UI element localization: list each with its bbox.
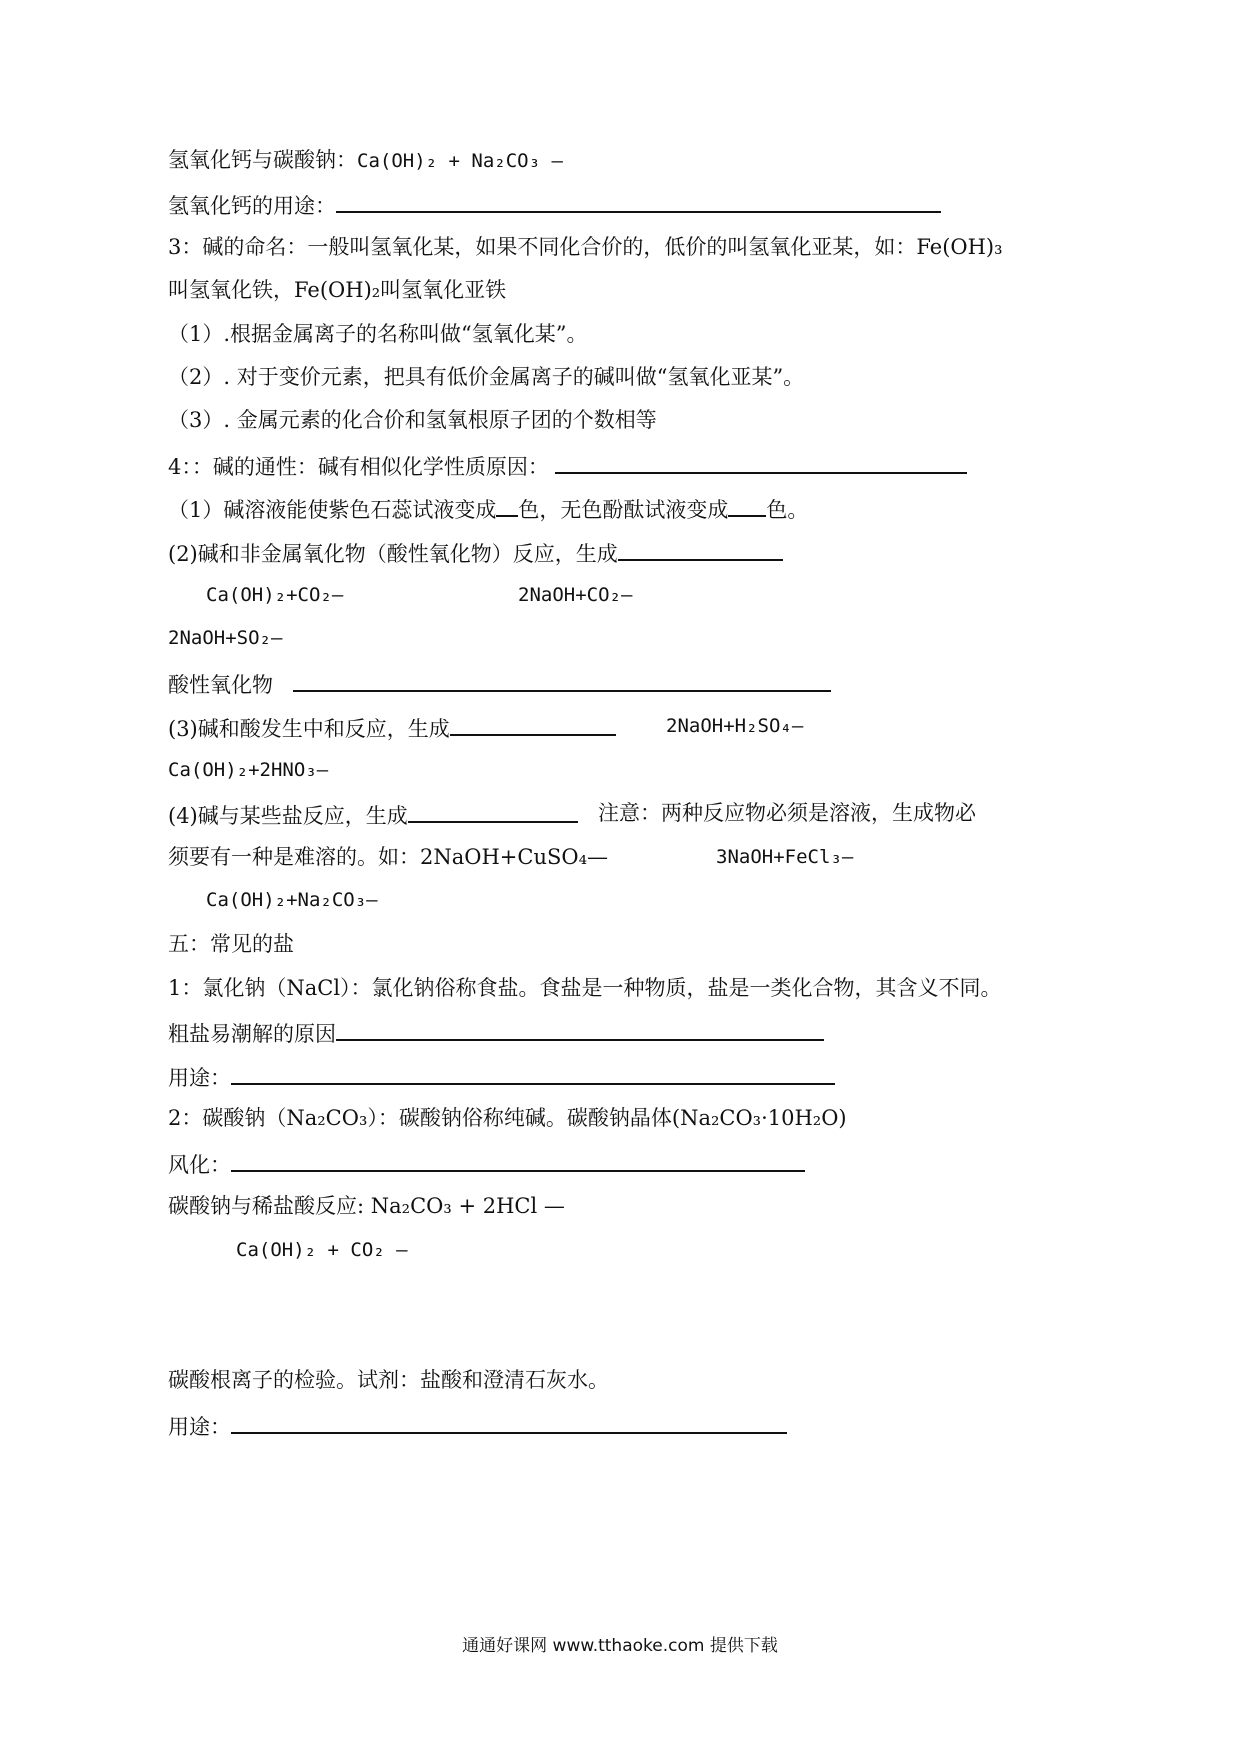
line-efflorescence: 风化：: [168, 1148, 805, 1179]
answer-blank[interactable]: [618, 537, 783, 561]
line-nacl-uses: 用途：: [168, 1061, 835, 1092]
line-naming-2: （2）. 对于变价元素，把具有低价金属离子的碱叫做“氢氧化亚某”。: [168, 365, 805, 389]
line-examples: 须要有一种是难溶的。如：2NaOH+CuSO₄—: [168, 845, 608, 869]
equation-naoh-fecl3: 3NaOH+FeCl₃—: [716, 846, 854, 868]
answer-blank[interactable]: [555, 450, 967, 474]
answer-blank[interactable]: [293, 668, 831, 692]
answer-blank[interactable]: [231, 1410, 787, 1434]
answer-blank[interactable]: [336, 1017, 824, 1041]
equation-naoh-co2: 2NaOH+CO₂—: [518, 584, 633, 606]
line-caoh2-uses: 氢氧化钙的用途：: [168, 189, 941, 220]
answer-blank[interactable]: [231, 1148, 805, 1172]
answer-blank[interactable]: [336, 189, 941, 213]
line-na2co3: 2：碳酸钠（Na₂CO₃）：碳酸钠俗称纯碱。碳酸钠晶体(Na₂CO₃·10H₂O): [168, 1106, 847, 1130]
line-na2co3-hcl: 碳酸钠与稀盐酸反应: Na₂CO₃ + 2HCl —: [168, 1194, 565, 1218]
equation-caoh2-co2: Ca(OH)₂+CO₂—: [206, 584, 344, 606]
equation-caoh2-co2-2: Ca(OH)₂ + CO₂ —: [236, 1239, 408, 1261]
answer-blank[interactable]: [728, 493, 766, 517]
line-naming-example: 叫氢氧化铁，Fe(OH)₂叫氢氧化亚铁: [168, 278, 507, 302]
line-indicator: （1）碱溶液能使紫色石蕊试液变成 色，无色酚酞试液变成 色。: [168, 493, 808, 524]
section-heading-salts: 五：常见的盐: [168, 932, 294, 956]
line-carbonate-uses: 用途：: [168, 1410, 787, 1441]
line-base-salt: (4)碱与某些盐反应，生成: [168, 799, 578, 830]
line-nacl: 1：氯化钠（NaCl）：氯化钠俗称食盐。食盐是一种物质，盐是一类化合物，其含义不同。: [168, 976, 1002, 1000]
answer-blank[interactable]: [231, 1061, 835, 1085]
line-naming-rule: 3：碱的命名：一般叫氢氧化某，如果不同化合价的，低价的叫氢氧化亚某，如：Fe(OH)₃: [168, 235, 1003, 259]
line-caoh2-na2co3: 氢氧化钙与碳酸钠：Ca(OH)₂ + Na₂CO₃ —: [168, 148, 563, 172]
line-carbonate-test: 碳酸根离子的检验。试剂：盐酸和澄清石灰水。: [168, 1368, 609, 1392]
footer-source: 通通好课网 www.tthaoke.com 提供下载: [462, 1636, 778, 1656]
equation-caoh2-na2co3: Ca(OH)₂+Na₂CO₃—: [206, 889, 378, 911]
line-naming-1: （1）.根据金属离子的名称叫做“氢氧化某”。: [168, 322, 588, 346]
equation-naoh-h2so4: 2NaOH+H₂SO₄—: [666, 715, 804, 737]
line-naming-3: （3）. 金属元素的化合价和氢氧根原子团的个数相等: [168, 408, 657, 432]
line-neutralization: (3)碱和酸发生中和反应，生成: [168, 712, 616, 743]
line-nonmetal-oxide: (2)碱和非金属氧化物（酸性氧化物）反应，生成: [168, 537, 783, 568]
equation-naoh-so2: 2NaOH+SO₂—: [168, 627, 283, 649]
answer-blank[interactable]: [496, 493, 518, 517]
answer-blank[interactable]: [450, 712, 616, 736]
answer-blank[interactable]: [408, 799, 578, 823]
line-deliquescence: 粗盐易潮解的原因: [168, 1017, 824, 1048]
line-note: 注意：两种反应物必须是溶液，生成物必: [598, 801, 976, 825]
line-base-properties: 4：：碱的通性：碱有相似化学性质原因：: [168, 450, 967, 481]
line-acidic-oxide: 酸性氧化物: [168, 668, 831, 699]
equation-caoh2-hno3: Ca(OH)₂+2HNO₃—: [168, 759, 329, 781]
